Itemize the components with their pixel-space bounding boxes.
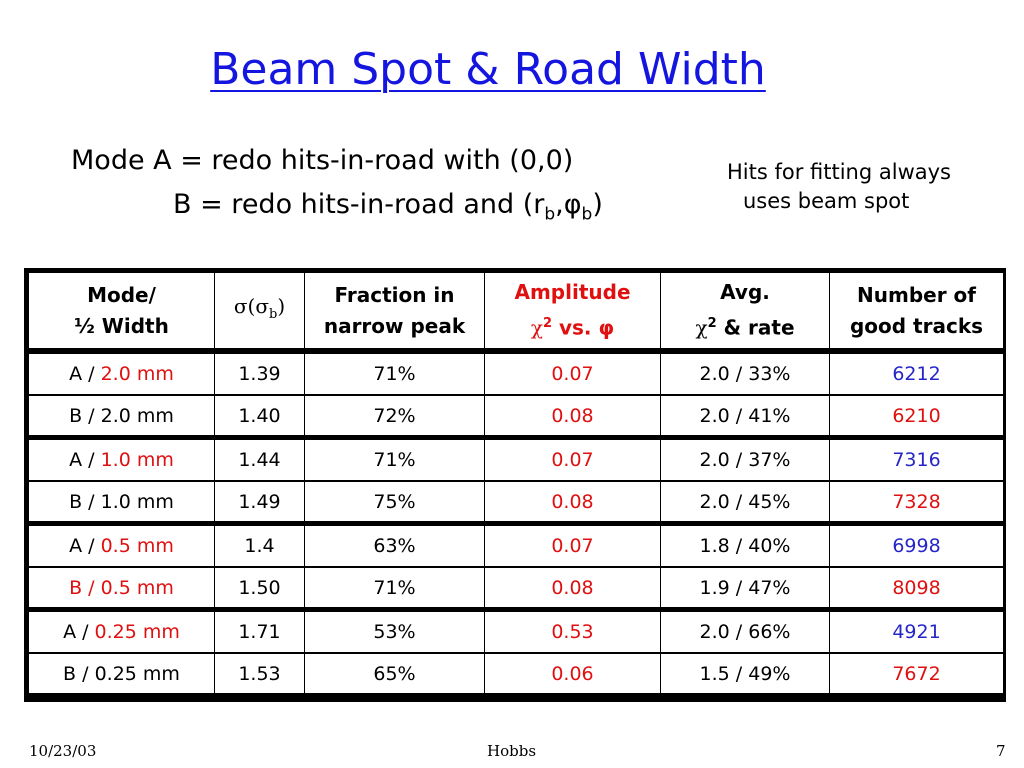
fraction-cell: 63% (305, 526, 485, 566)
sigma-cell: 1.49 (215, 482, 305, 522)
fraction-cell: 71% (305, 568, 485, 608)
mode-cell (29, 654, 215, 694)
mode-prefix: A / (69, 535, 101, 557)
mode-b-sub1: b (544, 204, 556, 225)
amplitude-cell: 0.53 (485, 612, 661, 652)
mode-cell (29, 354, 215, 394)
amplitude-cell: 0.08 (485, 568, 661, 608)
amplitude-cell: 0.06 (485, 654, 661, 694)
tracks-cell: 4921 (892, 621, 941, 643)
mode-cell (29, 526, 215, 566)
amplitude-cell: 0.07 (485, 440, 661, 480)
header-tracks (830, 273, 1003, 348)
header-sigma (215, 273, 305, 348)
sigma-cell: 1.4 (215, 526, 305, 566)
half-width: 0.5 mm (100, 535, 174, 557)
header-avg-line2 (695, 308, 794, 344)
mode-cell (29, 568, 215, 608)
avg-cell: 2.0 / 66% (661, 612, 830, 652)
mode-cell (29, 396, 215, 436)
note-line-2: uses beam spot (743, 189, 910, 213)
header-fraction-line1: Fraction in (334, 282, 455, 307)
header-amplitude-line2 (531, 308, 614, 344)
header-sigma-text (234, 291, 285, 330)
mode-a-line: Mode A = redo hits-in-road with (0,0) (71, 145, 574, 176)
table-row (29, 440, 1003, 480)
header-tracks-line1: Number of (857, 282, 976, 307)
slide-title: Beam Spot & Road Width (210, 44, 766, 95)
mode-b-suffix: ) (592, 189, 603, 220)
sigma-cell: 1.53 (215, 654, 305, 694)
tracks-cell: 7672 (892, 663, 941, 685)
table-header (29, 273, 1003, 348)
fraction-cell: 71% (305, 354, 485, 394)
table-row (29, 568, 1003, 608)
row-group (29, 354, 1003, 435)
header-avg-chi: χ (695, 315, 708, 340)
avg-cell: 2.0 / 45% (661, 482, 830, 522)
tracks-cell: 7316 (892, 449, 941, 471)
mode-b-prefix: B = redo hits-in-road and (r (173, 189, 545, 220)
tracks-cell: 6210 (892, 405, 941, 427)
header-avg-sup: 2 (707, 316, 717, 332)
tracks-cell: 7328 (892, 491, 941, 513)
mode-prefix: B / (69, 405, 101, 427)
note-line-1: Hits for fitting always (727, 160, 951, 184)
header-tracks-line2: good tracks (849, 313, 984, 338)
header-sigma-main: σ(σ (233, 294, 269, 318)
header-amplitude-line1: Amplitude (514, 280, 631, 305)
sigma-cell: 1.40 (215, 396, 305, 436)
footer-page: 7 (996, 742, 1006, 760)
header-amplitude-sup: 2 (542, 316, 553, 332)
half-width: 2.0 mm (100, 363, 174, 385)
mode-prefix: A / (69, 363, 101, 385)
avg-cell: 2.0 / 41% (661, 396, 830, 436)
fraction-cell: 75% (305, 482, 485, 522)
mode-b-sub2: b (581, 204, 593, 225)
half-width: 1.0 mm (100, 449, 174, 471)
mode-cell (29, 482, 215, 522)
footer-author: Hobbs (487, 742, 537, 760)
amplitude-cell: 0.08 (485, 396, 661, 436)
fraction-cell: 53% (305, 612, 485, 652)
header-amplitude-chi: χ (530, 315, 543, 340)
header-avg-line1: Avg. (720, 280, 770, 305)
header-amplitude (485, 273, 661, 348)
avg-cell: 1.9 / 47% (661, 568, 830, 608)
avg-cell: 2.0 / 33% (661, 354, 830, 394)
mode-b-line (173, 189, 603, 224)
half-width: 1.0 mm (100, 491, 174, 513)
fraction-cell: 71% (305, 440, 485, 480)
sigma-cell: 1.39 (215, 354, 305, 394)
header-mode (29, 273, 215, 348)
mode-prefix: A / (63, 621, 95, 643)
half-width: 0.25 mm (94, 621, 180, 643)
table-row (29, 482, 1003, 522)
header-mode-line2: ½ Width (74, 313, 169, 338)
half-width: 0.25 mm (94, 663, 180, 685)
fraction-cell: 72% (305, 396, 485, 436)
footer-date: 10/23/03 (29, 742, 97, 760)
mode-b-mid: ,φ (555, 189, 582, 220)
mode-prefix: B / (63, 663, 95, 685)
beam-spot-note (727, 158, 951, 216)
table-row (29, 354, 1003, 394)
avg-cell: 1.5 / 49% (661, 654, 830, 694)
header-sigma-sub: b (268, 307, 278, 322)
amplitude-cell: 0.07 (485, 526, 661, 566)
row-group (29, 526, 1003, 607)
table-row (29, 526, 1003, 566)
sigma-cell: 1.44 (215, 440, 305, 480)
table-row (29, 612, 1003, 652)
header-avg (661, 273, 830, 348)
results-table (24, 268, 1006, 702)
tracks-cell: 6212 (892, 363, 941, 385)
mode-cell (29, 612, 215, 652)
row-group (29, 440, 1003, 521)
sigma-cell: 1.71 (215, 612, 305, 652)
mode-prefix: B / (69, 577, 101, 599)
tracks-cell: 6998 (892, 535, 941, 557)
header-sigma-end: ) (277, 294, 286, 318)
tracks-cell: 8098 (892, 577, 941, 599)
header-amplitude-rest: vs. φ (552, 315, 615, 340)
table-row (29, 396, 1003, 436)
amplitude-cell: 0.08 (485, 482, 661, 522)
header-avg-rest: & rate (716, 315, 795, 340)
table-row (29, 654, 1003, 694)
row-group (29, 612, 1003, 693)
avg-cell: 2.0 / 37% (661, 440, 830, 480)
mode-prefix: A / (69, 449, 101, 471)
sigma-cell: 1.50 (215, 568, 305, 608)
fraction-cell: 65% (305, 654, 485, 694)
header-fraction (305, 273, 485, 348)
mode-prefix: B / (69, 491, 101, 513)
half-width: 0.5 mm (100, 577, 174, 599)
header-fraction-line2: narrow peak (323, 313, 466, 338)
amplitude-cell: 0.07 (485, 354, 661, 394)
mode-cell (29, 440, 215, 480)
header-mode-line1: Mode/ (87, 282, 156, 307)
avg-cell: 1.8 / 40% (661, 526, 830, 566)
half-width: 2.0 mm (100, 405, 174, 427)
